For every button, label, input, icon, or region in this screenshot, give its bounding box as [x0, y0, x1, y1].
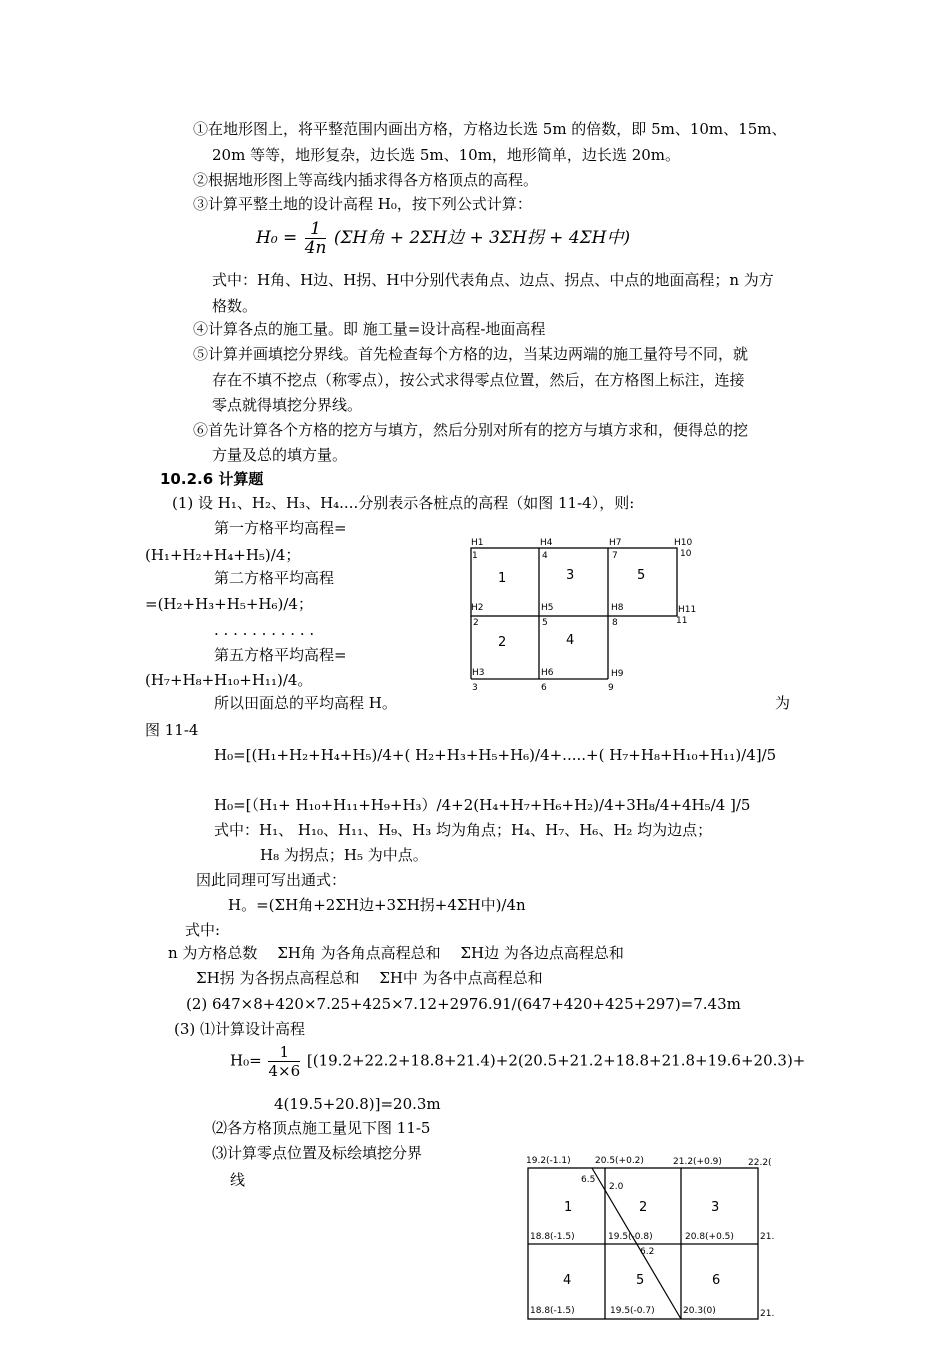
calc-lhs: H₀= — [230, 1051, 262, 1070]
general-formula: H。=(ΣH角+2ΣH边+3ΣH拐+4ΣH中)/4n — [228, 896, 526, 914]
square-1-label: 第一方格平均高程= — [214, 519, 347, 537]
shizhong: 式中: — [185, 921, 221, 939]
step-5-line-c: 零点就得填挖分界线。 — [212, 396, 363, 414]
problem-2: (2) 647×8+420×7.25+425×7.12+2976.91/(647+420+425+297)=7.43m — [186, 995, 741, 1013]
step-3: ③计算平整土地的设计高程 H₀，按下列公式计算： — [193, 195, 532, 213]
design-height-formula — [256, 220, 630, 257]
num-3: 3 — [472, 683, 478, 693]
label-h7: H7 — [609, 538, 622, 548]
average-height-text: 所以田面总的平均高程 H。 — [214, 694, 397, 712]
label-h8: H8 — [611, 603, 624, 613]
ellipsis-dots: . . . . . . . . . . . — [214, 621, 315, 639]
step-5-line-b: 存在不填不挖点（称零点），按公式求得零点位置，然后，在方格图上标注，连接 — [212, 371, 745, 389]
label-h10: H10 — [674, 538, 693, 548]
equation-h0-2: H₀=[（H₁+ H₁₀+H₁₁+H₉+H₃）/4+2(H₄+H₇+H₆+H₂)/4+3H₈/4+4H₅/4 ]/5 — [214, 796, 751, 814]
formula-where-a: 式中：H角、H边、H拐、H中分别代表角点、边点、拐点、中点的地面高程；n 为方 — [212, 271, 774, 289]
label-h1: H1 — [471, 538, 484, 548]
figure-11-4-caption: 图 11-4 — [145, 721, 199, 739]
formula-lhs: H₀ = — [256, 228, 303, 248]
fig2-cell-3: 3 — [711, 1200, 720, 1215]
formula-numerator: 1 — [305, 220, 327, 239]
calc-denominator: 4×6 — [268, 1062, 301, 1080]
num-11: 11 — [676, 616, 688, 626]
zero-label-2-0: 2.0 — [609, 1182, 624, 1192]
fig2-mid-1: 19.5(-0.8) — [608, 1232, 653, 1242]
cell-4: 4 — [566, 633, 575, 648]
num-5: 5 — [542, 618, 548, 628]
num-6: 6 — [541, 683, 547, 693]
square-2-label: 第二方格平均高程 — [214, 569, 335, 587]
step-5-line-a: ⑤计算并画填挖分界线。首先检查每个方格的边，当某边两端的施工量符号不同，就 — [193, 345, 749, 363]
label-h5: H5 — [541, 603, 554, 613]
cell-1: 1 — [498, 571, 507, 586]
label-h9: H9 — [611, 669, 624, 679]
cell-3: 3 — [566, 568, 575, 583]
label-h6: H6 — [541, 668, 554, 678]
cell-2: 2 — [498, 635, 507, 650]
fig2-bot-3: 21. — [760, 1309, 775, 1319]
formula-rhs: (ΣH角 + 2ΣH边 + 3ΣH拐 + 4ΣH中) — [333, 228, 631, 248]
formula-fraction — [305, 220, 327, 257]
square-2-expr: =(H₂+H₃+H₅+H₆)/4； — [145, 595, 313, 613]
design-height-calc — [230, 1043, 805, 1080]
definition-line-2: ΣH拐 为各拐点高程总和 ΣH中 为各中点高程总和 — [196, 969, 543, 987]
formula-denominator: 4n — [304, 238, 327, 258]
label-h11: H11 — [678, 605, 697, 615]
num-7: 7 — [612, 551, 618, 561]
fig2-cell-6: 6 — [712, 1273, 721, 1288]
step-4: ④计算各点的施工量。即 施工量=设计高程-地面高程 — [193, 320, 546, 338]
section-heading: 10.2.6 计算题 — [160, 470, 264, 488]
square-1-expr: (H₁+H₂+H₄+H₅)/4； — [145, 546, 301, 564]
num-10: 10 — [680, 549, 692, 559]
square-5-expr: (H₇+H₈+H₁₀+H₁₁)/4。 — [145, 671, 313, 689]
fig2-top-1: 20.5(+0.2) — [595, 1156, 644, 1166]
step-6-line-a: ⑥首先计算各个方格的挖方与填方，然后分别对所有的挖方与填方求和，便得总的挖 — [193, 421, 749, 439]
problem-3-part-3-b: 线 — [230, 1171, 246, 1189]
label-h2: H2 — [471, 603, 484, 613]
num-2: 2 — [473, 618, 479, 628]
fig2-bot-2: 20.3(0) — [683, 1306, 716, 1316]
equation-h0-1: H₀=[(H₁+H₂+H₄+H₅)/4+( H₂+H₃+H₅+H₆)/4+.....+( H₇+H₈+H₁₀+H₁₁)/4]/5 — [214, 746, 777, 764]
square-5-label: 第五方格平均高程= — [214, 646, 347, 664]
num-9: 9 — [608, 683, 614, 693]
where-turn-center: H₈ 为拐点；H₅ 为中点。 — [260, 846, 428, 864]
definition-line-1: n 为方格总数 ΣH角 为各角点高程总和 ΣH边 为各边点高程总和 — [168, 944, 624, 962]
formula-where-b: 格数。 — [212, 297, 258, 315]
num-4: 4 — [542, 551, 548, 561]
step-6-line-b: 方量及总的填方量。 — [212, 446, 348, 464]
figure-11-4 — [466, 536, 706, 696]
general-intro: 因此同理可写出通式： — [196, 871, 347, 889]
fig2-mid-3: 21. — [760, 1232, 775, 1242]
calc-numerator: 1 — [268, 1043, 300, 1062]
step-1-line-a: ①在地形图上，将平整范围内画出方格，方格边长选 5m 的倍数，即 5m、10m、15m、 — [193, 120, 787, 138]
calc-continuation: 4(19.5+20.8)]=20.3m — [274, 1095, 441, 1113]
fig2-top-2: 21.2(+0.9) — [673, 1157, 722, 1167]
calc-rhs: [(19.2+22.2+18.8+21.4)+2(20.5+21.2+18.8+21.8+19.6+20.3)+ — [306, 1051, 806, 1070]
fig2-bot-1: 19.5(-0.7) — [610, 1306, 655, 1316]
fig2-mid-0: 18.8(-1.5) — [530, 1232, 575, 1242]
step-1-line-b: 20m 等等，地形复杂，边长选 5m、10m，地形简单，边长选 20m。 — [212, 146, 681, 164]
problem-1-intro: (1) 设 H₁、H₂、H₃、H₄....分别表示各桩点的高程（如图 11-4），则: — [172, 494, 635, 512]
problem-3: (3) ⑴计算设计高程 — [174, 1020, 306, 1038]
wei-text: 为 — [775, 694, 791, 712]
problem-3-part-3-a: ⑶计算零点位置及标绘填挖分界 — [212, 1144, 423, 1162]
fig2-cell-2: 2 — [639, 1200, 648, 1215]
num-1: 1 — [472, 551, 478, 561]
label-h3: H3 — [472, 668, 485, 678]
calc-fraction — [268, 1043, 300, 1080]
fig2-top-3: 22.2( — [748, 1158, 772, 1168]
cell-5: 5 — [637, 568, 646, 583]
where-corners-edges: 式中：H₁、 H₁₀、H₁₁、H₉、H₃ 均为角点；H₄、H₇、H₆、H₂ 均为边点； — [214, 821, 713, 839]
fig2-bot-0: 18.8(-1.5) — [530, 1306, 575, 1316]
num-8: 8 — [612, 618, 618, 628]
label-h4: H4 — [540, 538, 553, 548]
problem-3-part-2: ⑵各方格顶点施工量见下图 11-5 — [212, 1119, 431, 1137]
fig2-mid-2: 20.8(+0.5) — [685, 1232, 734, 1242]
fig2-cell-1: 1 — [564, 1200, 573, 1215]
step-2: ②根据地形图上等高线内插求得各方格顶点的高程。 — [193, 171, 539, 189]
fig2-top-0: 19.2(-1.1) — [526, 1156, 571, 1166]
fig2-cell-5: 5 — [636, 1273, 645, 1288]
zero-label-6-5: 6.5 — [581, 1175, 596, 1185]
figure-11-5 — [520, 1150, 775, 1325]
zero-label-6-2: 6.2 — [640, 1247, 655, 1257]
fig2-cell-4: 4 — [563, 1273, 572, 1288]
